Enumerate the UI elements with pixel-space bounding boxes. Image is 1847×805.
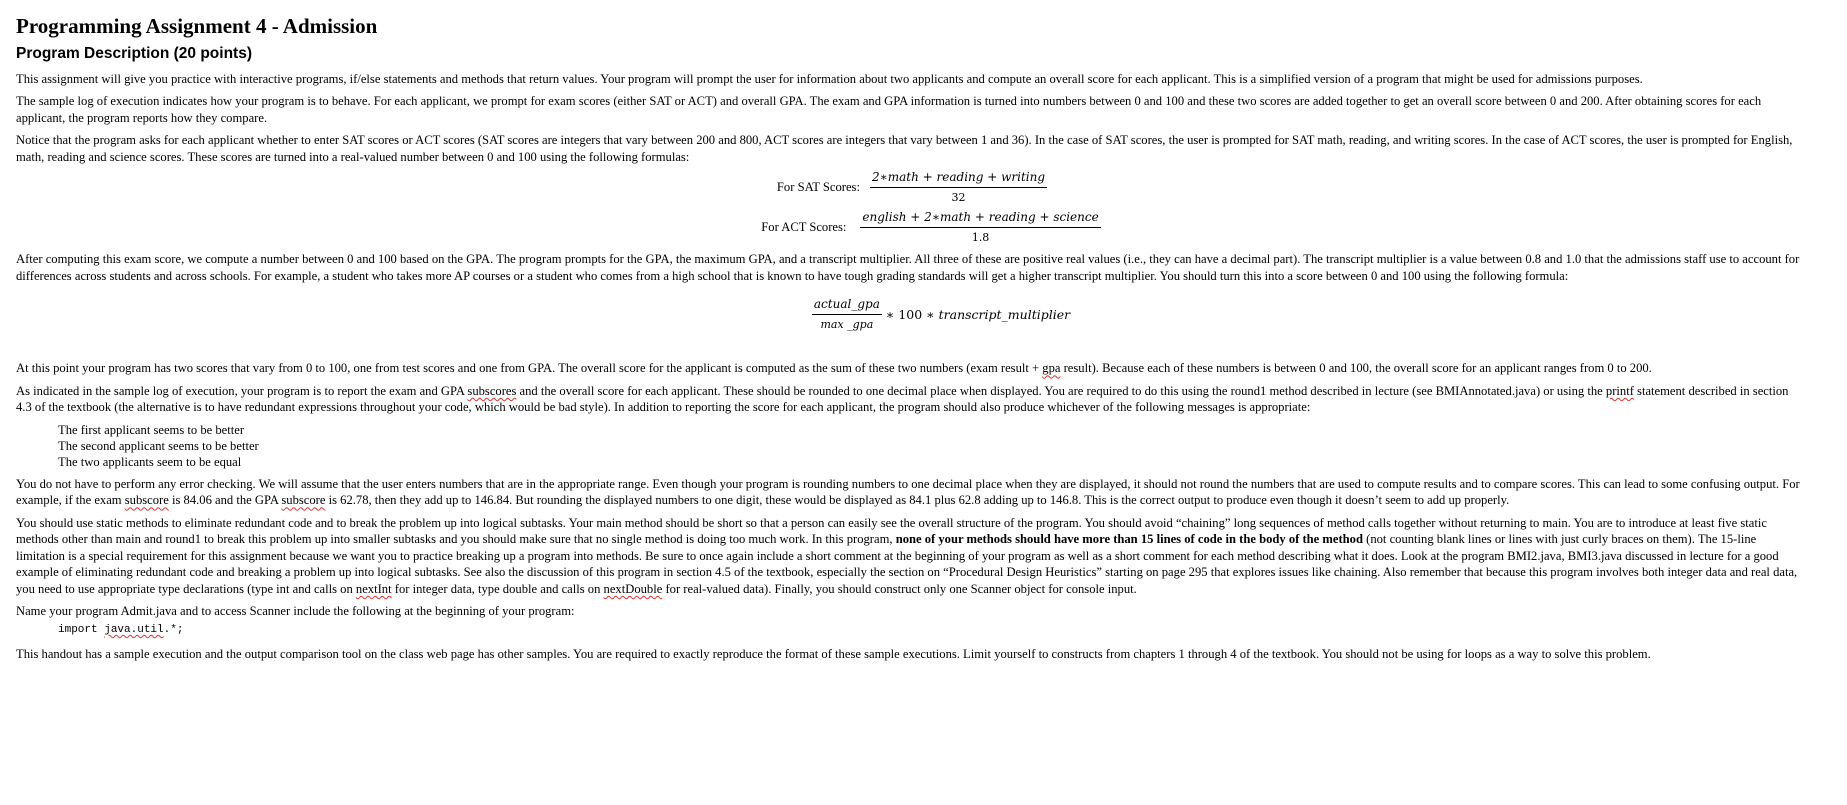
paragraph-rounding: As indicated in the sample log of execution, your program is to report the exam and GPA subscores and the overall score for each applicant. These should be rounded to one decimal place when displayed. You are required to do this using the round1 method described in lecture (see BMIAnnotated.java) or using the printf statement described in section 4.3 of the textbook (the alternative is to have redundant expressions throughout your code, which would be bad style). In addition to reporting the score for each applicant, the program should also produce whichever of the following messages is appropriate: [16,383,1789,415]
spellcheck-word: printf [1605,383,1634,398]
spellcheck-word: nextDouble [603,581,663,596]
paragraph-intro: This assignment will give you practice with interactive programs, if/else statements and methods that return values. Your program will prompt the user for information about two applicants and compute an overall score for each applicant. This is a simplified version of a program that might be used for admissions purposes. [16,71,1643,86]
gpa-fraction [812,297,882,332]
gpa-times-symbol: ∗ [885,306,899,322]
act-numerator: english + 2∗math + reading + science [860,210,1100,228]
gpa-numerator: actual_gpa [812,297,882,315]
sat-formula [16,167,1806,207]
bold-requirement: none of your methods should have more than 15 lines of code in the body of the method [895,532,1363,547]
act-denominator: 1.8 [971,230,990,244]
paragraph-sample-log: The sample log of execution indicates how your program is to behave. For each applicant, we prompt for exam scores (either SAT or ACT) and overall GPA. The exam and GPA information is turned into numbers between 0 and 100 and these two scores are added together to get an overall score between 0 and 200. After obtaining scores for each applicant, the program reports how they compare. [16,94,1762,125]
message-item: The first applicant seems to be better [58,422,245,437]
messages-list [58,422,1806,470]
paragraph-gpa: After computing this exam score, we compute a number between 0 and 100 based on the GPA. The program prompts for the GPA, the maximum GPA, and a transcript multiplier. All three of these are positive real values (i.e., they can have a decimal part). The transcript multiplier is a value between 0.8 and 1.0 that the admissions staff use to account for differences across students and across schools. For example, a student who takes more AP courses or a student who comes from a high school that is known to have tough grading standards will get a higher transcript multiplier. You should turn this into a score between 0 and 100 using the following formula: [16,252,1800,283]
sat-numerator: 2∗math + reading + writing [870,170,1047,188]
spellcheck-word: java.util [104,623,164,636]
page-title: Programming Assignment 4 - Admission [16,14,378,38]
spellcheck-word: subscore [124,493,169,508]
spellcheck-word: gpa [1042,361,1061,376]
gpa-denominator: max _gpa [820,317,874,331]
section-heading: Program Description (20 points) [16,45,252,63]
act-formula-label: For ACT Scores: [761,219,847,234]
sat-formula-label: For SAT Scores: [776,179,860,194]
spellcheck-word: nextInt [355,581,392,596]
message-item: The two applicants seem to be equal [58,454,242,469]
paragraph-static-methods: You should use static methods to eliminate redundant code and to break the problem up into logical subtasks. Your main method should be short so that a person can easily see the overall structure of the program. You should avoid “chaining” long sequences of method calls together without returning to main. You are to introduce at least five static methods other than main and round1 to break this problem up into smaller subtasks and you should make sure that no single method is doing too much work. In this program, none of your methods should have more than 15 lines of code in the body of the method (not counting blank lines or lines with just curly braces on them). The 15-line limitation is a special requirement for this assignment because we want you to practice breaking up a program into methods. Be sure to once again include a short comment at the beginning of your program as well as a short comment for each method describing what it does. Look at the program BMI2.java, BMI3.java discussed in lecture for a good example of eliminating redundant code and breaking a problem up into logical subtasks. See also the discussion of this program in section 4.5 of the textbook, especially the section on “Procedural Design Heuristics” starting on page 295 that explores issues like chaining. Also remember that because this program involves both integer data and real data, you need to use appropriate type declarations (type int and calls on nextInt for integer data, type double and calls on nextDouble for real-valued data). Finally, you should construct only one Scanner object for console input. [16,515,1798,596]
gpa-formula [16,288,1806,340]
spellcheck-word: subscore [281,493,326,508]
act-formula [16,207,1806,247]
act-fraction [860,210,1100,245]
paragraph-overall-score: At this point your program has two scores that vary from 0 to 100, one from test scores and one from GPA. The overall score for the applicant is computed as the sum of these two numbers (exam result + gpa result). Because each of these numbers is between 0 and 100, the overall score for an applicant ranges from 0 to 200. [16,361,1652,376]
message-item: The second applicant seems to be better [58,438,259,453]
paragraph-handout: This handout has a sample execution and the output comparison tool on the class web page has other samples. You are required to exactly reproduce the format of these sample executions. Limit yourself to constructs from chapters 1 through 4 of the textbook. You should not be using for loops as a way to solve this problem. [16,646,1651,661]
sat-fraction [870,170,1047,205]
spellcheck-word: subscores [467,383,517,398]
gpa-hundred: 100 [898,306,923,322]
code-import-statement: import java.util.*; [58,623,184,636]
paragraph-error-checking: You do not have to perform any error checking. We will assume that the user enters numbers that are in the appropriate range. Even though your program is rounding numbers to one decimal place when they are displayed, it should not round the numbers that are used to compute results and to compare scores. This can lead to some confusing output. For example, if the exam subscore is 84.06 and the GPA subscore is 62.78, then they add up to 146.84. But rounding the displayed numbers to one digit, these would be displayed as 84.1 plus 62.8 adding up to 146.8. This is the correct output to produce even though it doesn’t seem to add up properly. [16,476,1800,508]
sat-denominator: 32 [951,190,966,204]
paragraph-sat-act: Notice that the program asks for each applicant whether to enter SAT scores or ACT scores (SAT scores are integers that vary between 200 and 800, ACT scores are integers that vary between 1 and 36). In the case of SAT scores, the user is prompted for SAT math, reading, and writing scores. In the case of ACT scores, the user is prompted for English, math, reading and science scores. These scores are turned into a real-valued number between 0 and 100 using the following formulas: [16,133,1793,164]
gpa-multiplier: ∗ transcript_multiplier [922,306,1071,322]
gpa-multiplier-expression [886,307,1070,322]
paragraph-program-name: Name your program Admit.java and to access Scanner include the following at the beginning of your program: [16,604,575,619]
